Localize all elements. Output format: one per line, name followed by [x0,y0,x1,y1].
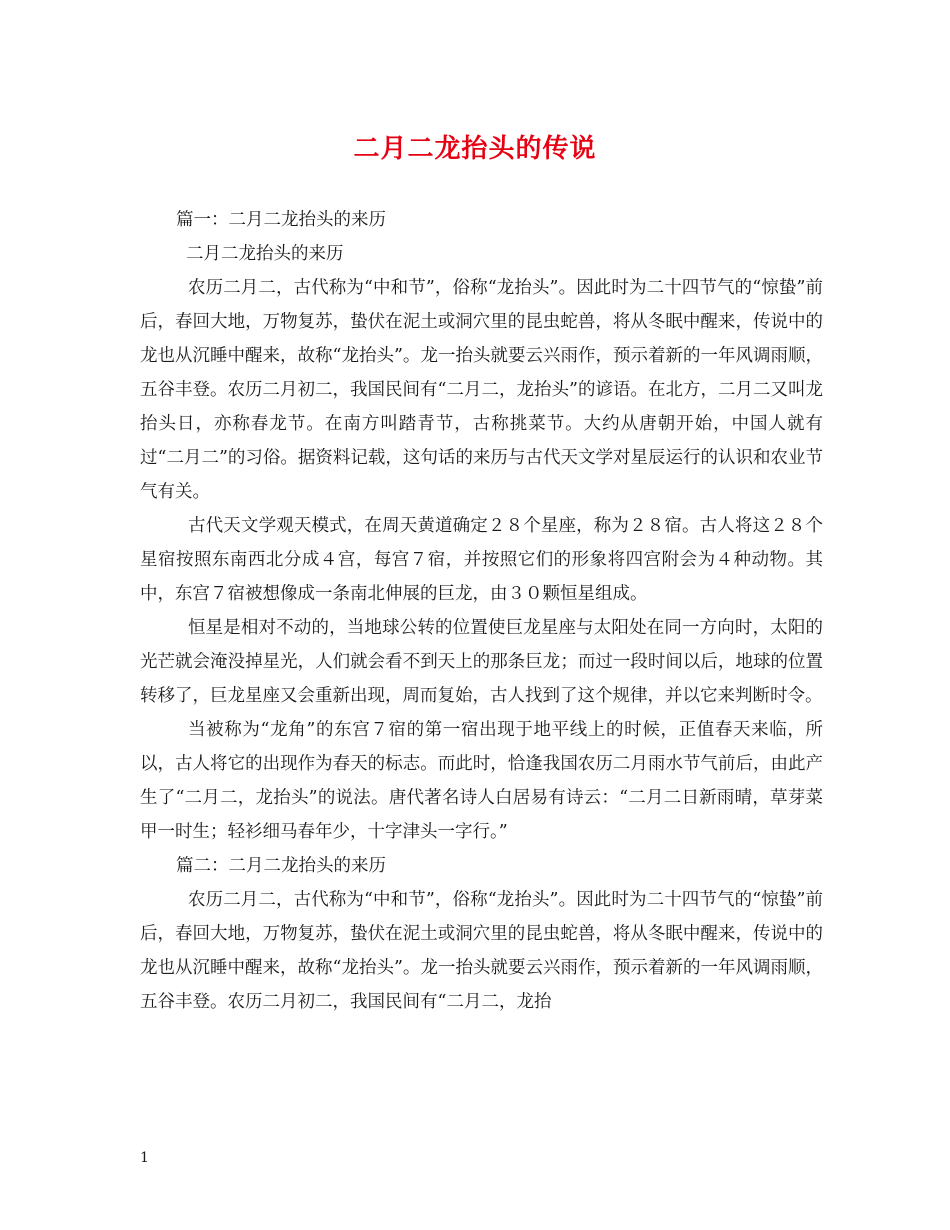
section2-paragraph-1: 农历二月二，古代称为“中和节”，俗称“龙抬头”。因此时为二十四节气的“惊蛰”前后，春回大地，万物复苏，蛰伏在泥土或洞穴里的昆虫蛇兽，将从冬眠中醒来，传说中的龙也从沉睡中醒来，故称“龙抬头”。龙一抬头就要云兴雨作，预示着新的一年风调雨顺，五谷丰登。农历二月初二，我国民间有“二月二，龙抬 [140,890,823,1012]
section1-subheading: 二月二龙抬头的来历 [186,244,344,264]
section1-paragraph-1: 农历二月二，古代称为“中和节”，俗称“龙抬头”。因此时为二十四节气的“惊蛰”前后，春回大地，万物复苏，蛰伏在泥土或洞穴里的昆虫蛇兽，将从冬眠中醒来，传说中的龙也从沉睡中醒来，故称“龙抬头”。龙一抬头就要云兴雨作，预示着新的一年风调雨顺，五谷丰登。农历二月初二，我国民间有“二月二，龙抬头”的谚语。在北方，二月二又叫龙抬头日，亦称春龙节。在南方叫踏青节，古称挑菜节。大约从唐朝开始，中国人就有过“二月二”的习俗。据资料记载，这句话的来历与古代天文学对星辰运行的认识和农业节气有关。 [140,278,823,502]
section1-paragraph-4: 当被称为“龙角”的东宫７宿的第一宿出现于地平线上的时候，正值春天来临，所以，古人将它的出现作为春天的标志。而此时，恰逢我国农历二月雨水节气前后，由此产生了“二月二，龙抬头”的说法。唐代著名诗人白居易有诗云：“二月二日新雨晴，草芽菜甲一时生；轻衫细马春年少，十字津头一字行。” [140,720,823,842]
page-number: 1 [140,1150,149,1166]
section2-heading: 篇二：二月二龙抬头的来历 [176,856,386,876]
document-body [140,203,823,1019]
section1-heading: 篇一：二月二龙抬头的来历 [176,210,386,230]
section1-paragraph-2: 古代天文学观天模式，在周天黄道确定２８个星座，称为２８宿。古人将这２８个星宿按照东南西北分成４宫，每宫７宿，并按照它们的形象将四宫附会为４种动物。其中，东宫７宿被想像成一条南北伸展的巨龙，由３０颗恒星组成。 [140,516,823,604]
section1-paragraph-3: 恒星是相对不动的，当地球公转的位置使巨龙星座与太阳处在同一方向时，太阳的光芒就会淹没掉星光，人们就会看不到天上的那条巨龙；而过一段时间以后，地球的位置转移了，巨龙星座又会重新出现，周而复始，古人找到了这个规律，并以它来判断时令。 [140,618,823,706]
document-title: 二月二龙抬头的传说 [353,134,597,164]
